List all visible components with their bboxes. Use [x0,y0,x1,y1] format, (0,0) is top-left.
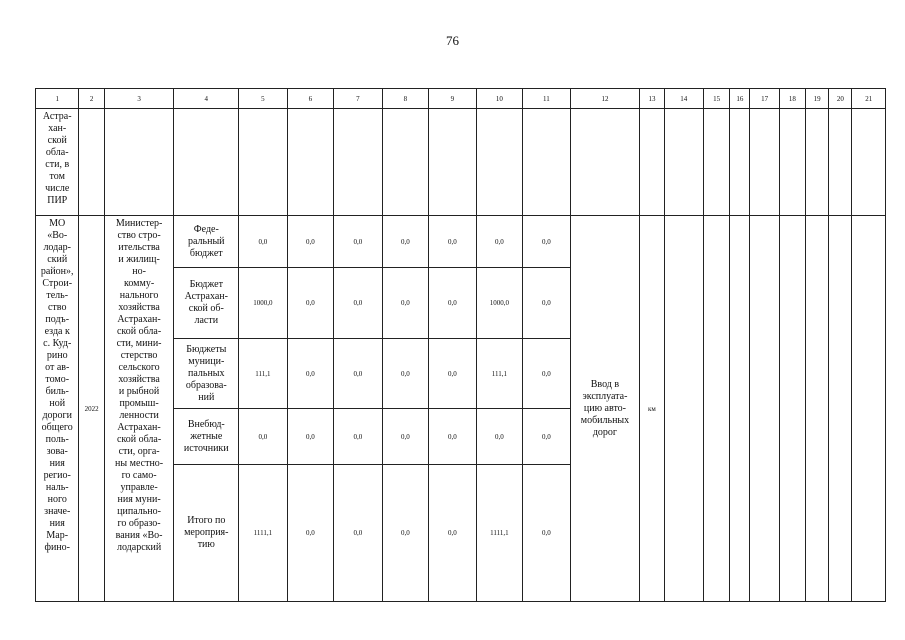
column-number: 11 [523,89,571,109]
project-executor: Министер- ство стро- ительства и жилищ- но- комму- нального хозяйства Астрахан- ской обла- сти, мини- стерство сельского хозяйства и рыбной промыш- ленности Астрахан- ской обла- сти, орга- ны местно- го само- управле- ния муни- ципально- го образо- вания «Во- лодарский [104,216,174,602]
column-number: 21 [852,89,886,109]
value-cell: 0,0 [287,216,333,268]
value-cell: 1000,0 [476,268,522,339]
value-cell: 0,0 [287,465,333,602]
region-total-label: Астра- хан- ской обла- сти, в том числе ПИР [36,109,79,216]
value-cell: 0,0 [523,409,571,465]
column-number: 16 [730,89,750,109]
column-number: 15 [703,89,729,109]
value-cell: 111,1 [239,339,288,409]
value-cell: 0,0 [382,339,428,409]
value-cell: 0,0 [287,339,333,409]
column-number: 14 [664,89,703,109]
column-number: 7 [334,89,383,109]
value-cell: 0,0 [287,268,333,339]
program-table [35,88,886,602]
value-cell: 0,0 [239,216,288,268]
value-cell: 0,0 [429,268,477,339]
project-indicator: Ввод в эксплуата- цию авто- мобильных дорог [570,216,640,602]
column-number: 17 [750,89,779,109]
value-cell: 0,0 [334,339,383,409]
column-number: 6 [287,89,333,109]
value-cell: 0,0 [287,409,333,465]
value-cell: 1000,0 [239,268,288,339]
value-cell: 0,0 [429,216,477,268]
value-cell: 0,0 [476,216,522,268]
value-cell: 0,0 [382,216,428,268]
value-cell: 0,0 [239,409,288,465]
column-number: 4 [174,89,239,109]
value-cell: 0,0 [429,409,477,465]
column-number: 20 [829,89,852,109]
value-cell: 0,0 [476,409,522,465]
project-unit: км [640,216,664,602]
value-cell: 0,0 [334,216,383,268]
value-cell: 0,0 [523,465,571,602]
region-total-row [36,109,886,216]
column-number: 12 [570,89,640,109]
column-number: 1 [36,89,79,109]
funding-source: Внебюд- жетные источники [174,409,239,465]
value-cell: 0,0 [429,465,477,602]
value-cell: 1111,1 [476,465,522,602]
funding-source: Итого по мероприя- тию [174,465,239,602]
column-number: 2 [79,89,104,109]
value-cell: 0,0 [382,465,428,602]
project-name: МО «Во- лодар- ский район», Строи- тель- ство подъ- езда к с. Куд- рино от ав- томо- биль- ной дороги общего поль- зова- ния регио- наль- ного значе- ния Мар- фино- [36,216,79,602]
header-row [36,89,886,109]
column-number: 13 [640,89,664,109]
value-cell: 0,0 [382,268,428,339]
funding-source: Феде- ральный бюджет [174,216,239,268]
funding-source: Бюджет Астрахан- ской об- ласти [174,268,239,339]
value-cell: 0,0 [523,216,571,268]
column-number: 10 [476,89,522,109]
value-cell: 0,0 [523,268,571,339]
column-number: 8 [382,89,428,109]
value-cell: 0,0 [334,465,383,602]
funding-source: Бюджеты муници- пальных образова- ний [174,339,239,409]
table-row [36,216,886,268]
column-number: 19 [806,89,829,109]
value-cell: 111,1 [476,339,522,409]
value-cell: 0,0 [523,339,571,409]
value-cell: 0,0 [429,339,477,409]
page-number: 76 [446,33,459,48]
project-year: 2022 [79,216,104,602]
column-number: 3 [104,89,174,109]
column-number: 18 [779,89,805,109]
column-number: 5 [239,89,288,109]
value-cell: 1111,1 [239,465,288,602]
column-number: 9 [429,89,477,109]
value-cell: 0,0 [382,409,428,465]
value-cell: 0,0 [334,268,383,339]
value-cell: 0,0 [334,409,383,465]
